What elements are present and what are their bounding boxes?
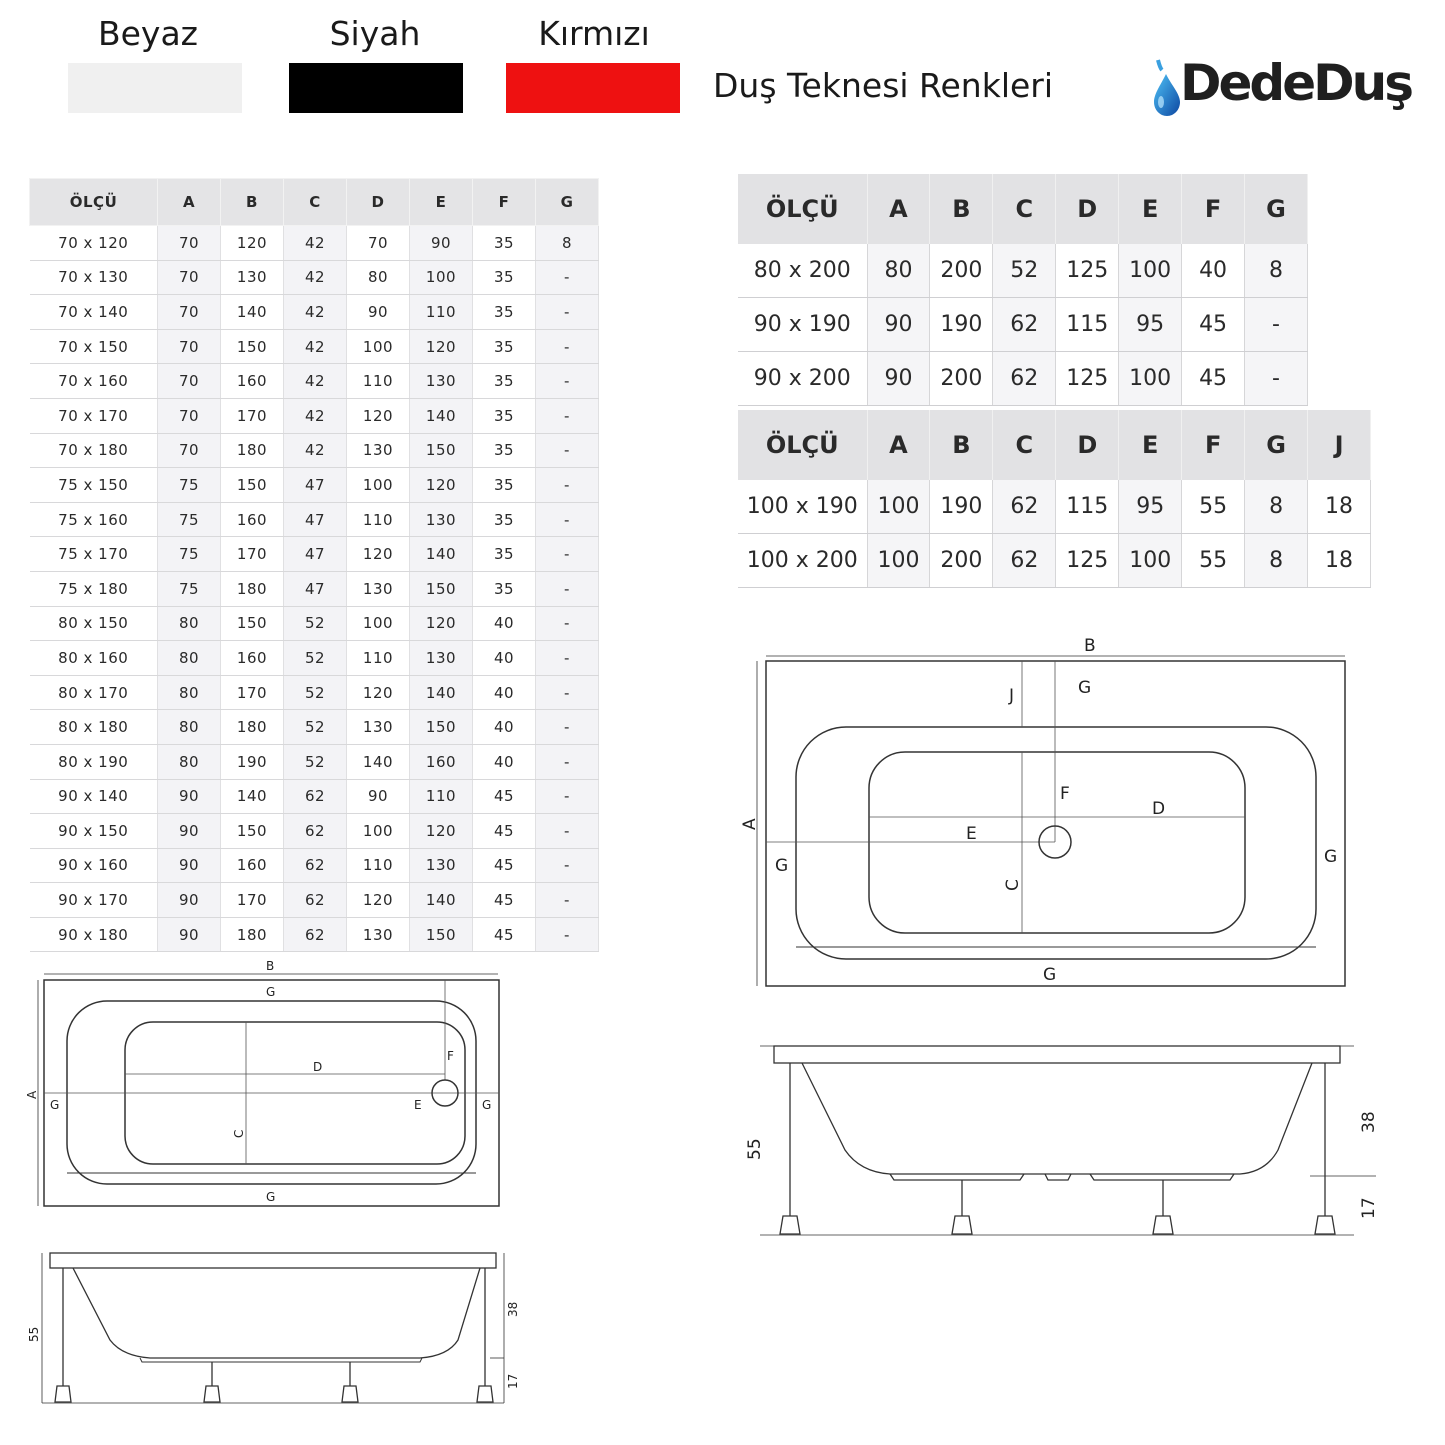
table-cell: 130 [347,571,410,606]
table-cell: 100 [347,329,410,364]
label-f: F [447,1049,454,1063]
table-cell: 100 [347,814,410,849]
table-cell: 80 x 160 [30,641,158,676]
label-g-left: G [50,1098,60,1112]
column-header-f: F [1182,174,1245,244]
table-cell: 45 [473,779,536,814]
table-cell: 70 [158,329,221,364]
table-cell: - [536,744,599,779]
table-cell: 8 [536,226,599,261]
label-d: D [1152,799,1166,819]
table-cell: 52 [284,675,347,710]
table-cell: 90 x 190 [738,298,867,352]
column-header-f: F [473,179,536,226]
table-cell: 80 x 190 [30,744,158,779]
table-cell: 100 [1119,352,1182,406]
table-cell: 40 [1182,244,1245,298]
table-cell: 110 [347,502,410,537]
table-cell: 130 [410,502,473,537]
table-cell: 35 [473,260,536,295]
table-cell: 62 [993,480,1056,534]
label-e: E [414,1098,422,1112]
column-header-e: E [1119,174,1182,244]
table-cell: 110 [347,641,410,676]
table-cell: 95 [1119,298,1182,352]
table-cell: - [536,779,599,814]
table-cell: 70 [158,260,221,295]
table-cell: 35 [473,329,536,364]
table-cell: 200 [930,534,993,588]
table-cell: 130 [410,848,473,883]
table-cell: 75 [158,468,221,503]
table-cell: - [536,710,599,745]
column-header-d: D [1056,174,1119,244]
column-header-size: ÖLÇÜ [30,179,158,226]
table-cell: 75 x 170 [30,537,158,572]
table-cell: 52 [284,744,347,779]
table-cell: 80 [158,744,221,779]
table-cell: 140 [410,675,473,710]
table-cell: 70 x 180 [30,433,158,468]
table-cell: 200 [930,352,993,406]
label-g-top: G [266,985,276,999]
table-cell: 160 [221,364,284,399]
table-cell: 90 x 170 [30,883,158,918]
table-cell: 150 [221,814,284,849]
table-cell: 80 [158,641,221,676]
table-cell: 90 [867,298,930,352]
table-cell: 35 [473,364,536,399]
table-cell: 45 [473,883,536,918]
table-cell: 100 [347,468,410,503]
label-height-total: 55 [745,1138,765,1160]
table-cell: 100 [410,260,473,295]
table-cell: - [536,364,599,399]
swatch-label-red: Kırmızı [538,14,650,53]
table-cell: - [536,606,599,641]
table-cell: 120 [410,329,473,364]
column-header-c: C [284,179,347,226]
table-cell: 75 x 150 [30,468,158,503]
label-b: B [1084,636,1096,656]
column-header-g: G [1245,410,1308,480]
table-cell: 42 [284,329,347,364]
table-cell: 45 [473,814,536,849]
table-cell: 62 [993,534,1056,588]
table-cell: 160 [221,502,284,537]
table-cell: 140 [410,537,473,572]
table-cell: 75 x 160 [30,502,158,537]
column-header-b: B [221,179,284,226]
label-a: A [740,818,760,830]
table-cell: 52 [284,641,347,676]
table-cell: 120 [410,468,473,503]
table-cell: 90 [158,814,221,849]
table-cell: 80 [867,244,930,298]
table-cell: 75 [158,502,221,537]
label-g-left: G [775,856,789,876]
table-cell: - [536,883,599,918]
table-cell: 80 x 150 [30,606,158,641]
table-cell: 150 [221,329,284,364]
table-cell: 42 [284,433,347,468]
table-cell: 40 [473,675,536,710]
table-cell: 120 [221,226,284,261]
small-side-labels [27,1302,520,1389]
small-tub-top-view [38,974,499,1206]
table-cell: 18 [1308,480,1371,534]
table-cell: 150 [221,468,284,503]
table-cell: 35 [473,295,536,330]
column-header-a: A [867,174,930,244]
column-header-e: E [410,179,473,226]
table-cell: 70 x 120 [30,226,158,261]
table-cell: 140 [221,295,284,330]
table-cell: 52 [284,606,347,641]
table-cell: 90 x 180 [30,917,158,952]
table-cell: - [1245,298,1308,352]
table-cell: 70 [158,364,221,399]
table-cell: 35 [473,537,536,572]
table-cell: 18 [1308,534,1371,588]
table-cell: 42 [284,398,347,433]
table-cell: 90 x 140 [30,779,158,814]
tub-basin [869,752,1245,933]
table-cell: - [536,433,599,468]
table-cell: 140 [410,883,473,918]
column-header-e: E [1119,410,1182,480]
swatch-label-white: Beyaz [97,14,198,53]
table-cell: 70 x 130 [30,260,158,295]
small-tub-labels [25,959,491,1204]
table-cell: 62 [284,883,347,918]
table-cell: 170 [221,398,284,433]
label-g-right: G [1324,847,1338,867]
table-cell: - [536,917,599,952]
label-height-total: 55 [27,1326,41,1342]
column-header-c: C [993,174,1056,244]
table-cell: 125 [1056,244,1119,298]
tub-body [802,1063,1312,1174]
label-d: D [313,1060,323,1074]
large-tub-top-view [757,656,1345,986]
table-cell: 95 [1119,480,1182,534]
table-cell: 80 x 180 [30,710,158,745]
small-tub-side-view [42,1253,504,1403]
table-cell: 70 [158,398,221,433]
table-cell: 100 [867,534,930,588]
table-cell: 100 [867,480,930,534]
table-cell: 90 [158,917,221,952]
label-j: J [1009,686,1015,706]
tub-rim [50,1253,496,1268]
column-header-d: D [347,179,410,226]
tub-body [73,1268,480,1358]
label-g-bottom: G [266,1190,276,1204]
table-cell: 42 [284,364,347,399]
table-cell: 70 x 150 [30,329,158,364]
table-cell: 62 [284,814,347,849]
table-cell: 55 [1182,480,1245,534]
table-cell: 100 [1119,534,1182,588]
column-header-a: A [867,410,930,480]
table-cell: 47 [284,468,347,503]
table-cell: 90 [158,848,221,883]
table-cell: 52 [284,710,347,745]
table-cell: 130 [410,364,473,399]
table-cell: 80 [347,260,410,295]
table-cell: 80 x 170 [30,675,158,710]
table-cell: 35 [473,433,536,468]
table-cell: 90 x 200 [738,352,867,406]
table-cell: 70 [347,226,410,261]
table-cell: - [536,468,599,503]
table-cell: 190 [221,744,284,779]
label-g-bottom: G [1043,965,1057,985]
table-cell: 35 [473,226,536,261]
table-cell: 110 [347,848,410,883]
table-cell: 170 [221,537,284,572]
table-cell: 47 [284,537,347,572]
table-cell: 40 [473,744,536,779]
table-cell: 70 [158,433,221,468]
table-cell: 55 [1182,534,1245,588]
table-cell: 130 [347,710,410,745]
table-cell: 75 [158,537,221,572]
table-cell: 70 [158,226,221,261]
table-cell: 100 x 200 [738,534,867,588]
table-cell: 70 x 160 [30,364,158,399]
table-cell: 62 [284,779,347,814]
table-cell: 120 [410,606,473,641]
table-cell: 90 [347,295,410,330]
column-header-size: ÖLÇÜ [738,174,867,244]
label-height-legs: 17 [506,1373,520,1389]
table-cell: - [536,329,599,364]
table-cell: 47 [284,571,347,606]
table-cell: 40 [473,710,536,745]
column-header-size: ÖLÇÜ [738,410,867,480]
table-cell: 120 [347,675,410,710]
label-b: B [266,959,275,973]
table-cell: 62 [284,848,347,883]
table-cell: 40 [473,606,536,641]
table-cell: 150 [410,571,473,606]
table-cell: 75 [158,571,221,606]
table-cell: 90 x 160 [30,848,158,883]
table-cell: 115 [1056,480,1119,534]
table-cell: 35 [473,398,536,433]
table-cell: - [536,398,599,433]
large-side-labels [745,1111,1379,1219]
large-tub-side-view [760,1046,1376,1235]
table-cell: 140 [221,779,284,814]
table-cell: 35 [473,502,536,537]
table-cell: 47 [284,502,347,537]
label-a: A [25,1090,39,1099]
table-cell: 45 [1182,352,1245,406]
table-cell: 110 [410,295,473,330]
table-cell: - [536,537,599,572]
column-header-g: G [536,179,599,226]
brand-name: DedeDuş [1180,54,1411,112]
table-cell: - [536,295,599,330]
table-cell: 45 [473,848,536,883]
table-cell: 125 [1056,352,1119,406]
table-cell: 150 [410,710,473,745]
table-cell: 180 [221,433,284,468]
table-cell: 180 [221,571,284,606]
table-cell: 150 [410,433,473,468]
table-cell: 130 [347,917,410,952]
table-cell: 8 [1245,244,1308,298]
column-header-d: D [1056,410,1119,480]
column-header-g: G [1245,174,1308,244]
label-g-top: G [1078,678,1092,698]
table-cell: 40 [473,641,536,676]
column-header-c: C [993,410,1056,480]
table-cell: 190 [930,298,993,352]
colors-title: Duş Teknesi Renkleri [713,66,1054,105]
table-cell: 52 [993,244,1056,298]
table-cell: 45 [1182,298,1245,352]
swatch-label-black: Siyah [329,14,421,53]
table-cell: 42 [284,226,347,261]
table-cell: - [536,571,599,606]
table-cell: 62 [993,298,1056,352]
table-cell: 200 [930,244,993,298]
table-cell: 35 [473,468,536,503]
table-cell: 120 [347,883,410,918]
tub-inner-rim [67,1001,476,1184]
table-cell: - [1245,352,1308,406]
table-cell: 170 [221,675,284,710]
table-cell: 90 x 150 [30,814,158,849]
column-header-j: J [1308,410,1371,480]
label-height-legs: 17 [1359,1197,1379,1219]
table-cell: 8 [1245,534,1308,588]
table-cell: 190 [930,480,993,534]
table-cell: 140 [410,398,473,433]
table-cell: 100 x 190 [738,480,867,534]
table-cell: 120 [347,537,410,572]
table-cell: 90 [410,226,473,261]
table-cell: 170 [221,883,284,918]
table-cell: 130 [347,433,410,468]
table-cell: 70 x 170 [30,398,158,433]
table-cell: 90 [867,352,930,406]
table-cell: 180 [221,917,284,952]
label-height-upper: 38 [1359,1111,1379,1133]
table-cell: 90 [158,779,221,814]
column-header-a: A [158,179,221,226]
table-cell: - [536,260,599,295]
table-cell: 160 [221,641,284,676]
table-cell: 42 [284,295,347,330]
table-cell: 150 [410,917,473,952]
table-cell: - [536,814,599,849]
table-cell: 160 [221,848,284,883]
column-header-f: F [1182,410,1245,480]
table-cell: 62 [993,352,1056,406]
column-header-b: B [930,174,993,244]
label-c: C [232,1129,246,1138]
table-cell: 160 [410,744,473,779]
table-cell: 70 [158,295,221,330]
table-cell: 80 x 200 [738,244,867,298]
table-cell: 45 [473,917,536,952]
table-cell: 80 [158,710,221,745]
table-cell: 110 [347,364,410,399]
table-cell: 75 x 180 [30,571,158,606]
label-height-upper: 38 [506,1301,520,1317]
table-cell: - [536,675,599,710]
table-cell: 42 [284,260,347,295]
table-cell: 90 [347,779,410,814]
table-cell: - [536,502,599,537]
table-cell: 150 [221,606,284,641]
table-cell: 130 [410,641,473,676]
table-cell: 62 [284,917,347,952]
label-f: F [1060,784,1070,804]
table-cell: 120 [347,398,410,433]
label-c: C [1003,879,1023,891]
label-e: E [966,824,977,844]
table-cell: 115 [1056,298,1119,352]
tub-outer-rim [766,661,1345,986]
table-cell: 80 [158,606,221,641]
table-cell: 100 [347,606,410,641]
table-cell: 90 [158,883,221,918]
label-g-right: G [482,1098,492,1112]
table-cell: 35 [473,571,536,606]
table-cell: 80 [158,675,221,710]
tub-rim [774,1046,1340,1063]
table-cell: - [536,641,599,676]
table-cell: 125 [1056,534,1119,588]
table-cell: 8 [1245,480,1308,534]
table-cell: 180 [221,710,284,745]
table-cell: 100 [1119,244,1182,298]
table-cell: 120 [410,814,473,849]
column-header-b: B [930,410,993,480]
tub-inner-rim [796,727,1316,959]
table-cell: - [536,848,599,883]
table-cell: 110 [410,779,473,814]
table-cell: 140 [347,744,410,779]
table-cell: 130 [221,260,284,295]
table-cell: 70 x 140 [30,295,158,330]
